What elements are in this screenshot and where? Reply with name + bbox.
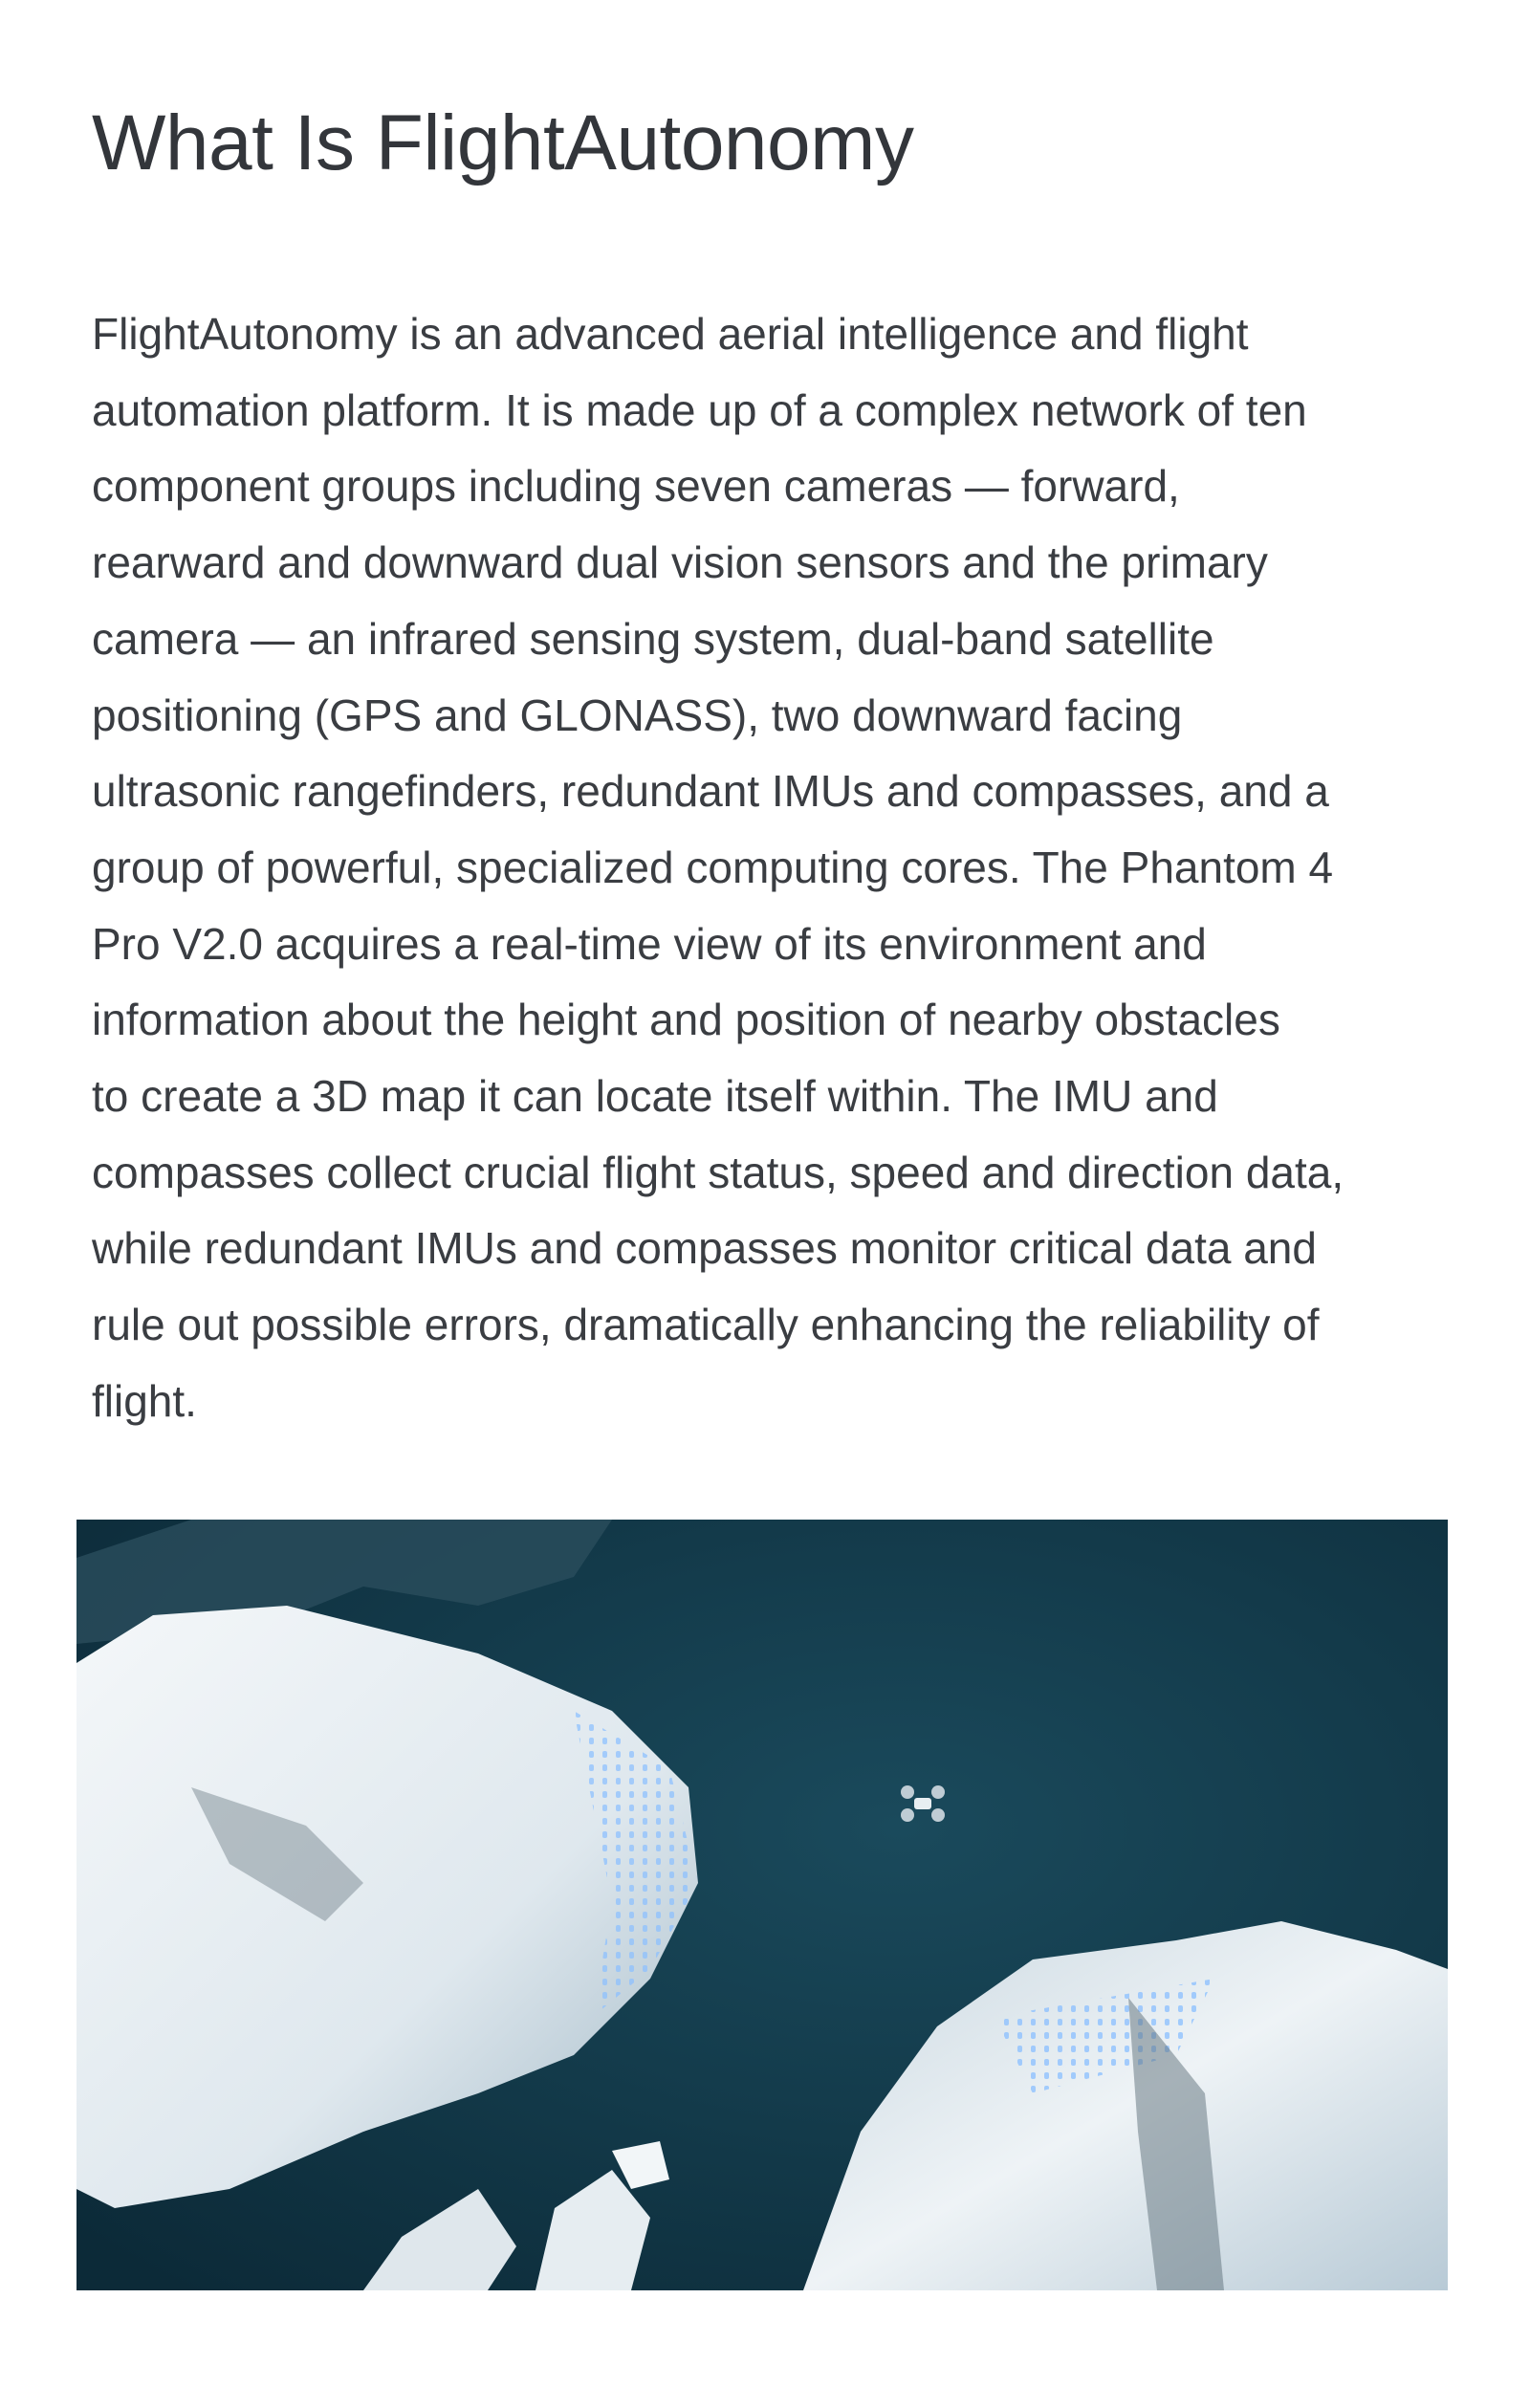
paragraph-line: component groups including seven cameras — forward, [92, 461, 1180, 512]
paragraph-line: automation platform. It is made up of a complex network of ten [92, 384, 1307, 435]
paragraph-line: to create a 3D map it can locate itself within. The IMU and [92, 1071, 1218, 1122]
paragraph-line: information about the height and position of nearby obstacles [92, 995, 1280, 1045]
paragraph-line: rearward and downward dual vision sensors and the primary [92, 537, 1268, 588]
paragraph-line: rule out possible errors, dramatically enhancing the reliability of [92, 1300, 1320, 1350]
paragraph-line: positioning (GPS and GLONASS), two downward facing [92, 690, 1183, 740]
description-paragraph [92, 296, 1469, 1440]
paragraph-line: while redundant IMUs and compasses monitor critical data and [92, 1223, 1317, 1274]
paragraph-line: group of powerful, specialized computing cores. The Phantom 4 [92, 842, 1334, 892]
paragraph-line: flight. [92, 1375, 197, 1426]
paragraph-line: camera — an infrared sensing system, dual-band satellite [92, 613, 1214, 664]
paragraph-line: ultrasonic rangefinders, redundant IMUs and compasses, and a [92, 766, 1329, 817]
drone-over-icebergs-image [76, 1520, 1448, 2290]
paragraph-line: Pro V2.0 acquires a real-time view of its environment and [92, 918, 1207, 969]
paragraph-line: compasses collect crucial flight status, speed and direction data, [92, 1147, 1344, 1197]
paragraph-line: FlightAutonomy is an advanced aerial intelligence and flight [92, 309, 1249, 359]
page-title: What Is FlightAutonomy [92, 99, 914, 186]
